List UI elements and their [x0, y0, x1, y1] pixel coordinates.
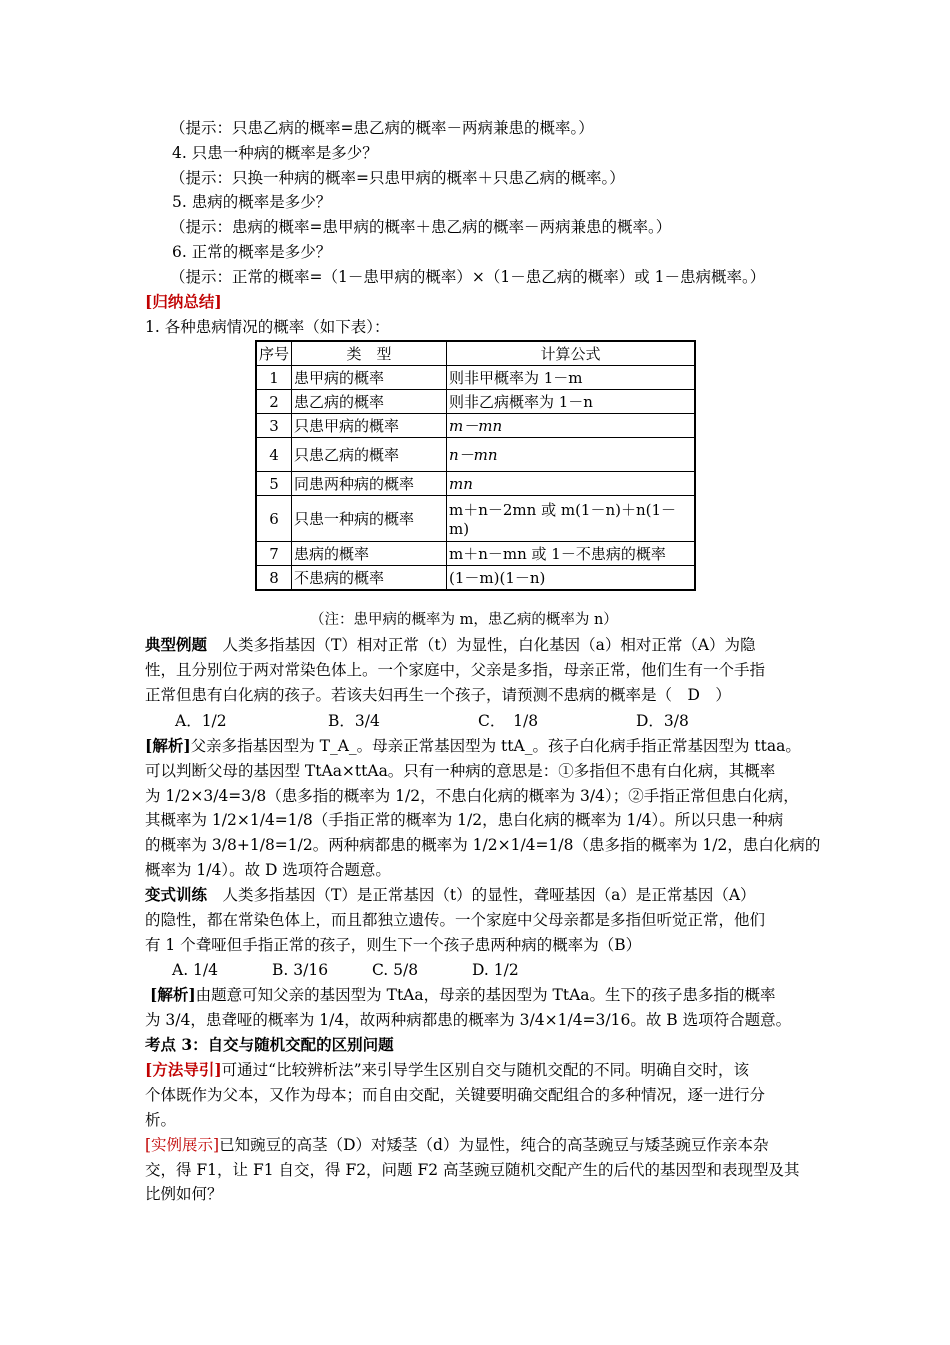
option-d: D．3/8 — [636, 712, 689, 730]
analysis-line — [145, 736, 801, 756]
variant-label: 变式训练 — [145, 885, 208, 904]
row-type: 患甲病的概率 — [292, 366, 447, 390]
analysis-text: 由题意可知父亲的基因型为 TtAa，母亲的基因型为 TtAa。生下的孩子患多指的概率 — [195, 986, 776, 1004]
variant-line: 的隐性，都在常染色体上，而且都独立遗传。一个家庭中父母亲都是多指但听觉正常，他们 — [145, 911, 766, 929]
question-4: 4. 只患一种病的概率是多少？ — [172, 144, 378, 162]
analysis-line: 其概率为 1/2×1/4=1/8（手指正常的概率为 1/2，患白化病的概率为 1/4）。所以只患一种病 — [145, 811, 784, 829]
hint-line: （提示：正常的概率=（1－患甲病的概率）×（1－患乙病的概率）或 1－患病概率。） — [170, 268, 766, 286]
option-b: B．3/4 — [328, 712, 380, 730]
table-row — [256, 366, 695, 390]
instance-line — [145, 1135, 768, 1155]
variant-line: 有 1 个聋哑但手指正常的孩子，则生下一个孩子患两种病的概率为（B） — [145, 936, 642, 954]
row-formula: 则非甲概率为 1－m — [447, 366, 696, 390]
row-type: 只患乙病的概率 — [292, 438, 447, 472]
row-type: 患乙病的概率 — [292, 390, 447, 414]
option-c: C． 1/8 — [478, 712, 539, 730]
table-row — [256, 472, 695, 496]
example-text: 人类多指基因（T）相对正常（t）为显性，白化基因（a）相对正常（A）为隐 — [222, 636, 756, 654]
instance-line: 交，得 F1，让 F1 自交，得 F2，问题 F2 高茎豌豆随机交配产生的后代的基因型和表现型及其 — [145, 1161, 800, 1179]
analysis-line: 概率为 1/4）。故 D 选项符合题意。 — [145, 861, 391, 879]
table-row — [256, 542, 695, 566]
variant-text: 人类多指基因（T）是正常基因（t）的显性，聋哑基因（a）是正常基因（A） — [222, 886, 756, 904]
method-label: [方法导引] — [145, 1060, 222, 1079]
section-heading: 考点 3：自交与随机交配的区别问题 — [145, 1035, 394, 1054]
row-type: 只患一种病的概率 — [292, 496, 447, 542]
hint-line: （提示：只患乙病的概率=患乙病的概率－两病兼患的概率。） — [170, 119, 594, 137]
header-no: 序号 — [256, 341, 292, 366]
analysis-label: [解析] — [145, 736, 191, 755]
analysis-line: 为 1/2×3/4=3/8（患多指的概率为 1/2，不患白化病的概率为 3/4）；②手指正常但患白化病， — [145, 787, 799, 805]
row-type: 只患甲病的概率 — [292, 414, 447, 438]
row-no: 8 — [256, 566, 292, 591]
row-no: 2 — [256, 390, 292, 414]
analysis-label: [解析] — [150, 985, 196, 1004]
table-row — [256, 414, 695, 438]
row-type: 不患病的概率 — [292, 566, 447, 591]
row-formula: m－mn — [447, 414, 696, 438]
row-no: 4 — [256, 438, 292, 472]
analysis-line: 为 3/4，患聋哑的概率为 1/4，故两种病都患的概率为 3/4×1/4=3/16。故 B 选项符合题意。 — [145, 1011, 792, 1029]
instance-line: 比例如何？ — [145, 1185, 223, 1203]
table-row — [256, 566, 695, 591]
row-no: 1 — [256, 366, 292, 390]
example-line: 正常但患有白化病的孩子。若该夫妇再生一个孩子，请预测不患病的概率是（ D ） — [145, 686, 731, 704]
row-formula: (1－m)(1－n) — [447, 566, 696, 591]
variant-line — [145, 885, 756, 905]
option-a: A. 1/4 — [172, 961, 218, 979]
option-a: A．1/2 — [175, 712, 227, 730]
row-no: 7 — [256, 542, 292, 566]
row-type: 同患两种病的概率 — [292, 472, 447, 496]
row-formula: n－mn — [447, 438, 696, 472]
header-formula: 计算公式 — [447, 341, 696, 366]
method-line — [145, 1060, 749, 1080]
summary-item: 1. 各种患病情况的概率（如下表）： — [145, 318, 390, 336]
question-6: 6. 正常的概率是多少？ — [172, 243, 332, 261]
table-row — [256, 438, 695, 472]
summary-title: [归纳总结] — [145, 292, 222, 311]
header-type: 类 型 — [292, 341, 447, 366]
hint-line: （提示：患病的概率=患甲病的概率＋患乙病的概率－两病兼患的概率。） — [170, 218, 672, 236]
analysis-line: 的概率为 3/8+1/8=1/2。两种病都患的概率为 1/2×1/4=1/8（患多指的概率为 1/2，患白化病的 — [145, 836, 821, 854]
question-5: 5. 患病的概率是多少？ — [172, 193, 332, 211]
table-header-row — [256, 341, 695, 366]
method-line: 析。 — [145, 1111, 177, 1129]
analysis-line — [150, 985, 776, 1005]
example-label: 典型例题 — [145, 635, 208, 654]
method-line: 个体既作为父本，又作为母本；而自由交配，关键要明确交配组合的多种情况，逐一进行分 — [145, 1086, 766, 1104]
example-line: 性，且分别位于两对常染色体上。一个家庭中，父亲是多指，母亲正常，他们生有一个手指 — [145, 661, 766, 679]
instance-label: [实例展示] — [145, 1136, 220, 1154]
row-formula: m＋n－mn 或 1－不患病的概率 — [447, 542, 696, 566]
option-d: D. 1/2 — [472, 961, 519, 979]
row-formula: m＋n－2mn 或 m(1－n)＋n(1－m) — [447, 496, 696, 542]
row-no: 5 — [256, 472, 292, 496]
method-text: 可通过“比较辨析法”来引导学生区别自交与随机交配的不同。明确自交时，该 — [221, 1061, 750, 1079]
row-no: 3 — [256, 414, 292, 438]
analysis-text: 父亲多指基因型为 T_A_。母亲正常基因型为 ttA_。孩子白化病手指正常基因型为 ttaa。 — [190, 737, 801, 755]
option-c: C. 5/8 — [372, 961, 419, 979]
row-type: 患病的概率 — [292, 542, 447, 566]
example-line — [145, 635, 756, 655]
instance-text: 已知豌豆的高茎（D）对矮茎（d）为显性，纯合的高茎豌豆与矮茎豌豆作亲本杂 — [219, 1136, 769, 1154]
hint-line: （提示：只换一种病的概率=只患甲病的概率＋只患乙病的概率。） — [170, 169, 625, 187]
row-formula: mn — [447, 472, 696, 496]
analysis-line: 可以判断父母的基因型 TtAa×ttAa。只有一种病的意思是：①多指但不患有白化病，其概率 — [145, 762, 776, 780]
table-row — [256, 496, 695, 542]
row-no: 6 — [256, 496, 292, 542]
row-formula: 则非乙病概率为 1－n — [447, 390, 696, 414]
table-row — [256, 390, 695, 414]
table-note: （注：患甲病的概率为 m，患乙病的概率为 n） — [310, 612, 618, 628]
option-b: B. 3/16 — [272, 961, 329, 979]
probability-table — [255, 340, 696, 591]
